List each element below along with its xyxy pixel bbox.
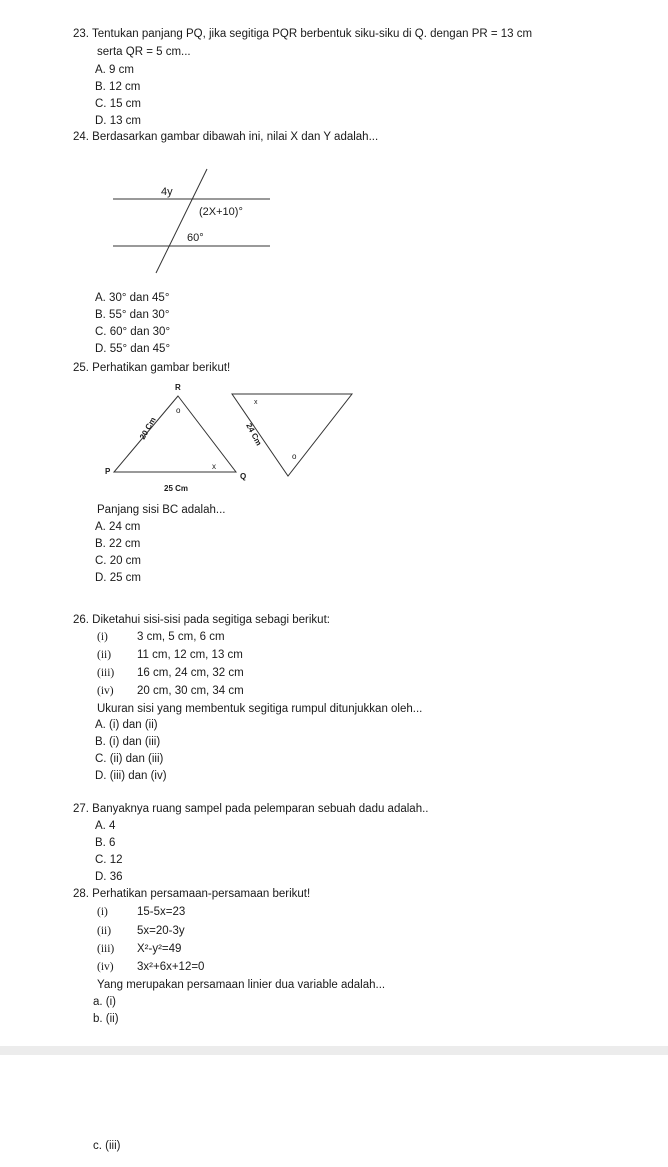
- q23-option-b: B. 12 cm: [95, 81, 141, 93]
- q25-side-pr: 20 Cm: [137, 415, 158, 441]
- q28-item-value: 15-5x=23: [137, 906, 186, 918]
- q23-option-a: A. 9 cm: [95, 64, 134, 76]
- q25-question: Panjang sisi BC adalah...: [97, 504, 226, 516]
- q25-vertex-p: P: [105, 467, 111, 476]
- q24-option-c: C. 60° dan 30°: [95, 326, 171, 338]
- q25-text: 25. Perhatikan gambar berikut!: [73, 362, 231, 374]
- q27-option-a: A. 4: [95, 820, 116, 832]
- q28-option-c: c. (iii): [93, 1140, 121, 1152]
- q27-option-b: B. 6: [95, 837, 116, 849]
- q26-question: Ukuran sisi yang membentuk segitiga rumpul ditunjukkan oleh...: [97, 703, 423, 715]
- q28-item-num: (iv): [97, 961, 114, 973]
- q26-item-num: (ii): [97, 649, 112, 661]
- q26-option-b: B. (i) dan (iii): [95, 736, 161, 748]
- q23-option-c: C. 15 cm: [95, 98, 142, 110]
- q27-option-d: D. 36: [95, 871, 123, 883]
- q23-option-d: D. 13 cm: [95, 115, 142, 127]
- q25-option-c: C. 20 cm: [95, 555, 142, 567]
- q26-item-num: (iii): [97, 667, 115, 679]
- q24-label-4y: 4y: [161, 186, 173, 198]
- q28-item-value: 3x²+6x+12=0: [137, 961, 205, 973]
- q24-figure: [110, 165, 280, 280]
- q24-text: 24. Berdasarkan gambar dibawah ini, nilai X dan Y adalah...: [73, 131, 379, 143]
- q27-text: 27. Banyaknya ruang sampel pada pelemparan sebuah dadu adalah..: [73, 803, 429, 815]
- q25-angle-o-right: o: [292, 452, 297, 461]
- q26-option-c: C. (ii) dan (iii): [95, 753, 164, 765]
- q25-vertex-r: R: [175, 383, 181, 392]
- q25-option-d: D. 25 cm: [95, 572, 142, 584]
- q26-text: 26. Diketahui sisi-sisi pada segitiga sebagi berikut:: [73, 614, 330, 626]
- page-break-band: [0, 1046, 668, 1055]
- q23-text-cont: serta QR = 5 cm...: [97, 46, 191, 58]
- q26-option-d: D. (iii) dan (iv): [95, 770, 167, 782]
- q26-item-num: (i): [97, 631, 108, 643]
- q23-text: 23. Tentukan panjang PQ, jika segitiga PQR berbentuk siku-siku di Q. dengan PR = 13 cm: [73, 28, 533, 40]
- q28-text: 28. Perhatikan persamaan-persamaan berikut!: [73, 888, 311, 900]
- q28-option-b: b. (ii): [93, 1013, 119, 1025]
- q25-angle-x-right: x: [254, 399, 258, 406]
- q24-option-d: D. 55° dan 45°: [95, 343, 171, 355]
- q26-item-value: 20 cm, 30 cm, 34 cm: [137, 685, 244, 697]
- q25-angle-r: o: [176, 406, 181, 415]
- q24-option-a: A. 30° dan 45°: [95, 292, 170, 304]
- q25-triangle-pqr: [114, 396, 236, 472]
- q28-item-value: X²-y²=49: [137, 943, 182, 955]
- q28-question: Yang merupakan persamaan linier dua variable adalah...: [97, 979, 386, 991]
- q28-item-num: (ii): [97, 925, 112, 937]
- q28-item-value: 5x=20-3y: [137, 925, 185, 937]
- q26-item-num: (iv): [97, 685, 114, 697]
- q26-item-value: 11 cm, 12 cm, 13 cm: [137, 649, 243, 661]
- q25-option-b: B. 22 cm: [95, 538, 141, 550]
- q24-transversal-line: [156, 169, 207, 273]
- q25-side-pq: 25 Cm: [164, 484, 189, 493]
- q24-option-b: B. 55° dan 30°: [95, 309, 170, 321]
- q28-item-num: (iii): [97, 943, 115, 955]
- q25-figure: [100, 380, 380, 495]
- q25-side-24: 24 Cm: [244, 421, 264, 448]
- q25-vertex-q: Q: [240, 472, 247, 481]
- q28-item-num: (i): [97, 906, 108, 918]
- q24-label-2x10: (2X+10)°: [199, 206, 243, 218]
- q25-option-a: A. 24 cm: [95, 521, 141, 533]
- q26-item-value: 3 cm, 5 cm, 6 cm: [137, 631, 225, 643]
- q26-item-value: 16 cm, 24 cm, 32 cm: [137, 667, 244, 679]
- q28-option-a: a. (i): [93, 996, 116, 1008]
- q26-option-a: A. (i) dan (ii): [95, 719, 158, 731]
- q25-angle-q: x: [212, 462, 216, 471]
- q27-option-c: C. 12: [95, 854, 123, 866]
- q24-label-60: 60°: [187, 232, 204, 244]
